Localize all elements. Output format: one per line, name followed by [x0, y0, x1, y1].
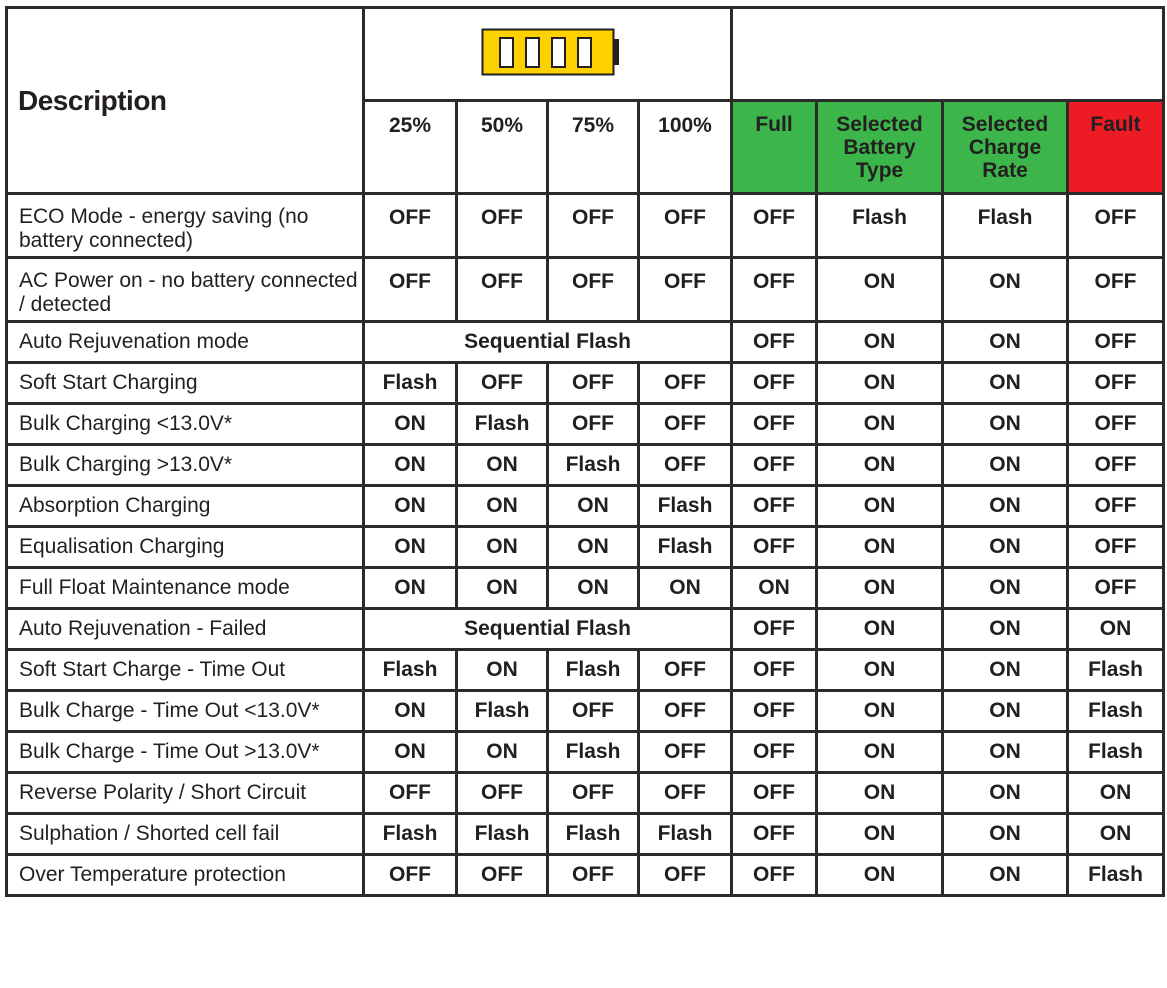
row-description: Equalisation Charging	[7, 527, 364, 568]
full-value: OFF	[732, 486, 817, 527]
battery-type-value: ON	[817, 691, 943, 732]
battery-type-value: ON	[817, 855, 943, 896]
full-value: OFF	[732, 445, 817, 486]
table-row	[7, 194, 1164, 258]
table-row	[7, 404, 1164, 445]
full-value: OFF	[732, 691, 817, 732]
level-50-value: Flash	[457, 814, 548, 855]
battery-type-value: ON	[817, 404, 943, 445]
battery-type-value: ON	[817, 650, 943, 691]
row-description: Auto Rejuvenation mode	[7, 322, 364, 363]
charge-rate-value: ON	[943, 855, 1068, 896]
level-merged-value: Sequential Flash	[364, 322, 732, 363]
charge-rate-value: ON	[943, 650, 1068, 691]
level-25-value: ON	[364, 404, 457, 445]
fault-value: Flash	[1068, 650, 1164, 691]
charge-rate-value: ON	[943, 568, 1068, 609]
row-description: Bulk Charge - Time Out >13.0V*	[7, 732, 364, 773]
battery-type-value: ON	[817, 322, 943, 363]
row-description: Bulk Charge - Time Out <13.0V*	[7, 691, 364, 732]
fault-value: ON	[1068, 773, 1164, 814]
full-value: OFF	[732, 732, 817, 773]
row-description: Absorption Charging	[7, 486, 364, 527]
level-75-value: OFF	[548, 855, 639, 896]
row-description: Bulk Charging >13.0V*	[7, 445, 364, 486]
level-100-value: OFF	[639, 258, 732, 322]
fault-value: OFF	[1068, 404, 1164, 445]
table-row	[7, 363, 1164, 404]
charge-rate-value: ON	[943, 814, 1068, 855]
charge-rate-header: Selected Charge Rate	[943, 101, 1068, 194]
level-75-value: ON	[548, 568, 639, 609]
level-50-value: ON	[457, 568, 548, 609]
led-status-table	[5, 6, 1165, 897]
battery-type-value: ON	[817, 568, 943, 609]
full-value: OFF	[732, 322, 817, 363]
row-description: AC Power on - no battery connected / detected	[7, 258, 364, 322]
full-value: OFF	[732, 258, 817, 322]
level-75-value: Flash	[548, 650, 639, 691]
full-value: OFF	[732, 814, 817, 855]
level-25-value: ON	[364, 527, 457, 568]
full-header: Full	[732, 101, 817, 194]
level-25-value: Flash	[364, 363, 457, 404]
table-row	[7, 855, 1164, 896]
row-description: Auto Rejuvenation - Failed	[7, 609, 364, 650]
row-description: Reverse Polarity / Short Circuit	[7, 773, 364, 814]
charge-rate-value: ON	[943, 773, 1068, 814]
indicator-group-header	[732, 8, 1164, 101]
full-value: OFF	[732, 855, 817, 896]
fault-value: OFF	[1068, 322, 1164, 363]
level-100-value: OFF	[639, 363, 732, 404]
battery-type-value: ON	[817, 486, 943, 527]
charge-rate-value: ON	[943, 609, 1068, 650]
level-50-value: ON	[457, 486, 548, 527]
level-75-value: ON	[548, 486, 639, 527]
table-row	[7, 445, 1164, 486]
level-50-value: OFF	[457, 258, 548, 322]
fault-value: ON	[1068, 609, 1164, 650]
level-100-value: Flash	[639, 814, 732, 855]
battery-type-value: ON	[817, 363, 943, 404]
level-100-value: OFF	[639, 650, 732, 691]
level-100-value: OFF	[639, 445, 732, 486]
level-25-value: ON	[364, 732, 457, 773]
level-50-value: ON	[457, 527, 548, 568]
level-50-value: ON	[457, 650, 548, 691]
table-row	[7, 773, 1164, 814]
level-merged-value: Sequential Flash	[364, 609, 732, 650]
table-row	[7, 814, 1164, 855]
battery-icon	[481, 28, 615, 76]
charge-rate-value: Flash	[943, 194, 1068, 258]
level-75-value: OFF	[548, 194, 639, 258]
level-100-header: 100%	[639, 101, 732, 194]
level-25-value: ON	[364, 691, 457, 732]
full-value: OFF	[732, 194, 817, 258]
battery-type-value: ON	[817, 527, 943, 568]
level-25-header: 25%	[364, 101, 457, 194]
level-50-value: ON	[457, 445, 548, 486]
level-100-value: Flash	[639, 486, 732, 527]
fault-value: OFF	[1068, 527, 1164, 568]
fault-value: ON	[1068, 814, 1164, 855]
row-description: Bulk Charging <13.0V*	[7, 404, 364, 445]
fault-value: OFF	[1068, 445, 1164, 486]
level-75-value: OFF	[548, 404, 639, 445]
fault-value: Flash	[1068, 691, 1164, 732]
battery-type-value: ON	[817, 773, 943, 814]
level-25-value: ON	[364, 568, 457, 609]
level-25-value: ON	[364, 445, 457, 486]
level-75-value: OFF	[548, 773, 639, 814]
battery-type-header: Selected Battery Type	[817, 101, 943, 194]
level-75-value: OFF	[548, 258, 639, 322]
charge-rate-value: ON	[943, 258, 1068, 322]
level-100-value: Flash	[639, 527, 732, 568]
fault-value: Flash	[1068, 732, 1164, 773]
charge-rate-value: ON	[943, 363, 1068, 404]
level-75-value: ON	[548, 527, 639, 568]
level-50-value: ON	[457, 732, 548, 773]
level-25-value: OFF	[364, 258, 457, 322]
level-75-value: Flash	[548, 814, 639, 855]
level-100-value: OFF	[639, 404, 732, 445]
table-row	[7, 691, 1164, 732]
level-25-value: Flash	[364, 650, 457, 691]
level-50-value: OFF	[457, 194, 548, 258]
full-value: ON	[732, 568, 817, 609]
charge-rate-value: ON	[943, 527, 1068, 568]
fault-value: OFF	[1068, 258, 1164, 322]
fault-header: Fault	[1068, 101, 1164, 194]
fault-value: OFF	[1068, 486, 1164, 527]
battery-type-value: ON	[817, 445, 943, 486]
level-25-value: ON	[364, 486, 457, 527]
level-100-value: OFF	[639, 773, 732, 814]
charge-rate-value: ON	[943, 486, 1068, 527]
level-50-header: 50%	[457, 101, 548, 194]
level-25-value: OFF	[364, 194, 457, 258]
level-100-value: OFF	[639, 732, 732, 773]
fault-value: OFF	[1068, 363, 1164, 404]
table-row	[7, 486, 1164, 527]
battery-type-value: Flash	[817, 194, 943, 258]
row-description: Soft Start Charging	[7, 363, 364, 404]
level-25-value: Flash	[364, 814, 457, 855]
fault-value: OFF	[1068, 568, 1164, 609]
table-row	[7, 650, 1164, 691]
row-description: Full Float Maintenance mode	[7, 568, 364, 609]
charge-rate-value: ON	[943, 445, 1068, 486]
table-row	[7, 609, 1164, 650]
full-value: OFF	[732, 609, 817, 650]
level-50-value: Flash	[457, 404, 548, 445]
level-50-value: OFF	[457, 363, 548, 404]
level-75-value: OFF	[548, 691, 639, 732]
full-value: OFF	[732, 404, 817, 445]
table-row	[7, 527, 1164, 568]
row-description: ECO Mode - energy saving (no battery connected)	[7, 194, 364, 258]
level-75-value: Flash	[548, 732, 639, 773]
battery-type-value: ON	[817, 814, 943, 855]
row-description: Sulphation / Shorted cell fail	[7, 814, 364, 855]
level-75-value: Flash	[548, 445, 639, 486]
charge-rate-value: ON	[943, 322, 1068, 363]
table-row	[7, 258, 1164, 322]
row-description: Soft Start Charge - Time Out	[7, 650, 364, 691]
full-value: OFF	[732, 773, 817, 814]
level-50-value: OFF	[457, 855, 548, 896]
level-25-value: OFF	[364, 855, 457, 896]
fault-value: OFF	[1068, 194, 1164, 258]
level-100-value: OFF	[639, 855, 732, 896]
battery-type-value: ON	[817, 732, 943, 773]
full-value: OFF	[732, 363, 817, 404]
charge-rate-value: ON	[943, 691, 1068, 732]
level-75-header: 75%	[548, 101, 639, 194]
charge-rate-value: ON	[943, 404, 1068, 445]
level-100-value: OFF	[639, 691, 732, 732]
level-25-value: OFF	[364, 773, 457, 814]
level-75-value: OFF	[548, 363, 639, 404]
description-header: Description	[7, 8, 364, 194]
fault-value: Flash	[1068, 855, 1164, 896]
level-100-value: ON	[639, 568, 732, 609]
table-row	[7, 568, 1164, 609]
charge-rate-value: ON	[943, 732, 1068, 773]
row-description: Over Temperature protection	[7, 855, 364, 896]
full-value: OFF	[732, 650, 817, 691]
level-100-value: OFF	[639, 194, 732, 258]
level-50-value: Flash	[457, 691, 548, 732]
level-50-value: OFF	[457, 773, 548, 814]
battery-level-header	[364, 8, 732, 101]
table-row	[7, 322, 1164, 363]
battery-type-value: ON	[817, 258, 943, 322]
full-value: OFF	[732, 527, 817, 568]
table-row	[7, 732, 1164, 773]
battery-type-value: ON	[817, 609, 943, 650]
